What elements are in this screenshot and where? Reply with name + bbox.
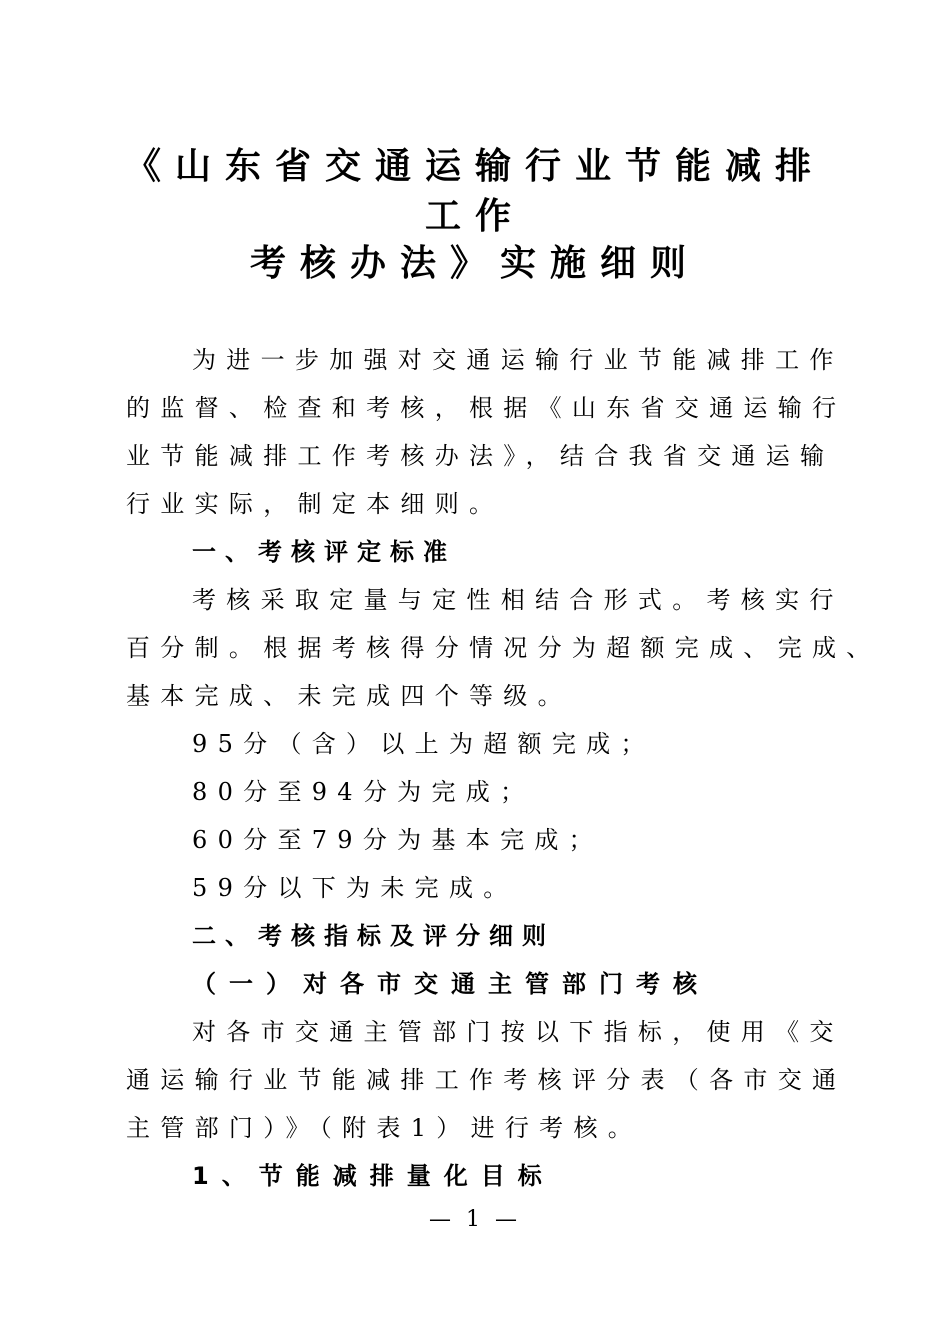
grade-item: 80分至94分为完成； [192,778,535,806]
section-2-subheading: （一）对各市交通主管部门考核 [192,970,710,998]
intro-line: 业节能减排工作考核办法》，结合我省交通运输 [126,442,835,470]
document-title-line-2: 工作 [424,196,525,237]
section-2-paragraph-line: 对各市交通主管部门按以下指标，使用《交 [192,1018,844,1046]
intro-line: 为进一步加强对交通运输行业节能减排工作 [192,346,844,374]
grade-item: 59分以下为未完成。 [192,874,518,902]
section-1-heading: 一、考核评定标准 [192,538,456,566]
grade-item: 60分至79分为基本完成； [192,826,603,854]
grade-item: 95分（含）以上为超额完成； [192,730,655,758]
section-2-paragraph-line: 主管部门）》（附表1）进行考核。 [126,1114,643,1142]
section-1-paragraph-line: 考核采取定量与定性相结合形式。考核实行 [192,586,844,614]
section-2-item-1-heading: 1、节能减排量化目标 [192,1162,555,1190]
page-number: — 1 — [429,1207,521,1232]
section-1-paragraph-line: 百分制。根据考核得分情况分为超额完成、完成、 [126,634,881,662]
section-2-paragraph-line: 通运输行业节能减排工作考核评分表（各市交通 [126,1066,847,1094]
intro-line: 行业实际，制定本细则。 [126,490,504,518]
section-2-heading: 二、考核指标及评分细则 [192,922,555,950]
section-1-paragraph-line: 基本完成、未完成四个等级。 [126,682,572,710]
intro-line: 的监督、检查和考核，根据《山东省交通运输行 [126,394,847,422]
document-title-line-3: 考核办法》实施细则 [249,243,700,284]
document-title-line-1: 《山东省交通运输行业节能减排 [124,146,825,187]
